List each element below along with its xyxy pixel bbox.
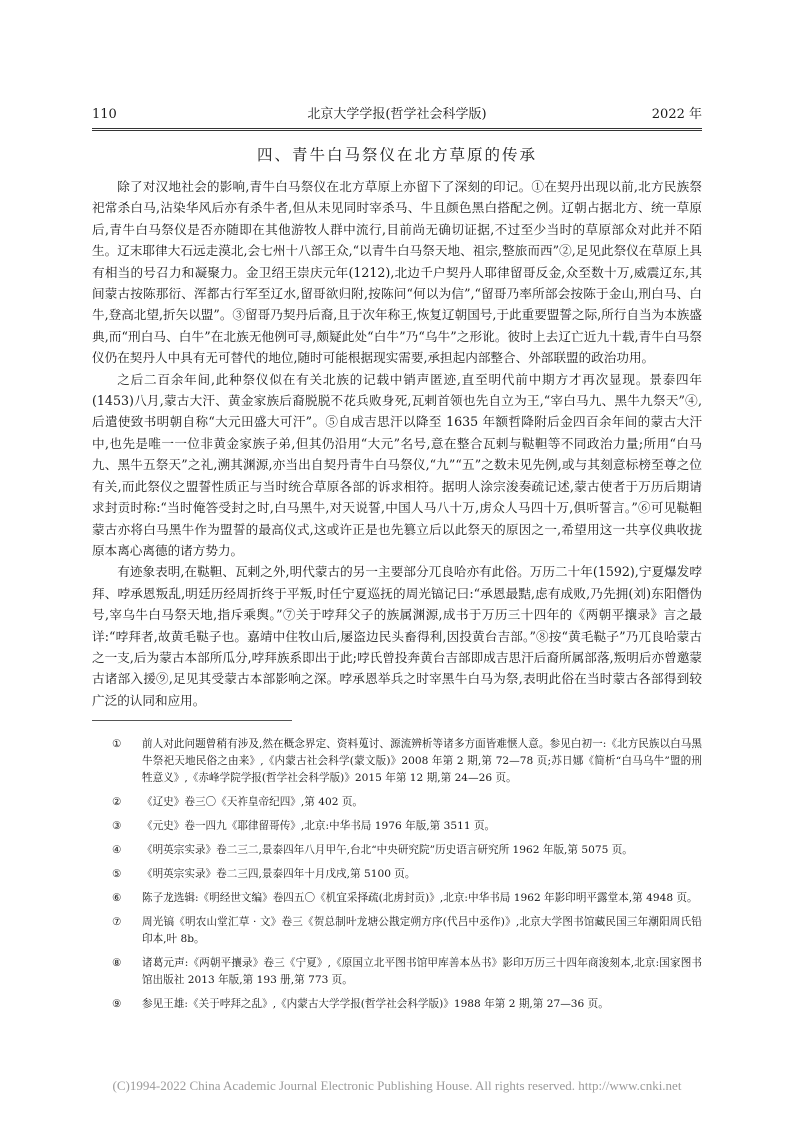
footnote [112, 914, 702, 948]
footnote-text: 《元史》卷一四九《耶律留哥传》,北京:中华书局 1976 年版,第 3511 页。 [142, 820, 496, 832]
footnote [112, 736, 702, 787]
footnote-separator [92, 720, 292, 721]
footnote-marker: ⑥ [112, 892, 122, 904]
footnote [112, 842, 702, 859]
footnote-marker: ③ [112, 820, 122, 832]
footnote [112, 794, 702, 811]
footnote-text: 《明英宗实录》卷二三二,景泰四年八月甲午,台北“中央研究院”历史语言研究所 1962 年版,第 5075 页。 [142, 844, 633, 856]
footnote-text: 诸葛元声:《两朝平攘录》卷三《宁夏》,《原国立北平图书馆甲库善本丛书》影印万历三十四年商浚刻本,北京:国家图书馆出版社 2013 年版,第 193 册,第 773 页。 [142, 957, 702, 986]
publication-year: 2022 年 [651, 107, 702, 122]
header-rule [92, 128, 702, 129]
footnote [112, 818, 702, 835]
paragraph: 之后二百余年间,此种祭仪似在有关北族的记载中销声匿迹,直至明代前中期方才再次显现。景泰四年(1453)八月,蒙古大汗、黄金家族后裔脱脱不花兵败身死,瓦剌首领也先自立为王,“宰白马九、黑牛九祭天”④,后遣使致书明朝自称“大元田盛大可汗”。⑤自成吉思汗以降至 1635 年额哲降附后金四百余年间的蒙古大汗中,也先是唯一一位非黄金家族子弟,但其仍沿用“大元”名号,意在整合瓦剌与鞑靼等不同政治力量;所用“白马九、黑牛五祭天”之礼,溯其渊源,亦当出自契丹青牛白马祭仪,“九”“五”之数未见先例,或与其刻意标榜至尊之位有关,而此祭仪之盟誓性质正与当时统合草原各部的诉求相符。据明人涂宗浚奏疏记述,蒙古使者于万历后期请求封贡时称:“当时俺答受封之时,白马黑牛,对天说誓,中国人马八十万,虏众人马四十万,俱听誓言。”⑥可见鞑靼蒙古亦将白马黑牛作为盟誓的最高仪式,这或许正是也先篡立后以此祭天的原因之一,希望用这一共享仪典收拢原本离心离德的诸方势力。 [92, 371, 702, 558]
footnote-text: 周光镐《明农山堂汇草 · 文》卷三《贺总制叶龙塘公戡定朔方序(代吕中丞作)》,北京大学图书馆藏民国三年潮阳周氏铅印本,叶 8b。 [142, 916, 702, 945]
footnote-marker: ② [112, 796, 122, 808]
footnote-text: 陈子龙选辑:《明经世文编》卷四五〇《机宜采择疏(北虏封贡)》,北京:中华书局 1962 年影印明平露堂本,第 4948 页。 [142, 892, 698, 904]
footnote-marker: ① [112, 738, 122, 750]
footnote [112, 890, 702, 907]
footnotes [112, 736, 702, 1020]
footnote-text: 前人对此问题曾稍有涉及,然在概念界定、资料蒐讨、源流辨析等诸多方面皆难惬人意。参见白初一:《北方民族以白马黑牛祭祀天地民俗之由来》,《内蒙古社会科学(蒙文版)》2008 年第 2 期,第 72—78 页;苏日娜《简析“白马乌牛”盟的刑牲意义》,《赤峰学院学报(哲学社会科学版)》2015 年第 12 期,第 24—26 页。 [142, 738, 702, 784]
footnote [112, 955, 702, 989]
footnote-text: 《明英宗实录》卷二三四,景泰四年十月戊戌,第 5100 页。 [142, 868, 416, 880]
journal-name: 北京大学学报(哲学社会科学版) [307, 107, 487, 122]
running-header [92, 104, 702, 126]
section-title: 四、青牛白马祭仪在北方草原的传承 [256, 146, 537, 164]
footnote-marker: ⑤ [112, 868, 122, 880]
footnote [112, 866, 702, 883]
paragraph: 有迹象表明,在鞑靼、瓦剌之外,明代蒙古的另一主要部分兀良哈亦有此俗。万历二十年(1592),宁夏爆发哱拜、哱承恩叛乱,明廷历经周折终于平叛,时任宁夏巡抚的周光镐记曰:“承恩最黠,虑有成败,乃先拥(刘)东阳僭伪号,宰乌牛白马祭天地,指斥乘舆。”⑦关于哱拜父子的族属渊源,成书于万历三十四年的《两朝平攘录》言之最详:“哱拜者,故黄毛鞑子也。嘉靖中住牧山后,屡盗边民头畜得利,因投黄台吉部。”⑧按“黄毛鞑子”乃兀良哈蒙古之一支,后为蒙古本部所瓜分,哱拜族系即出于此;哱氏曾投奔黄台吉部即成吉思汗后裔所属部落,叛明后亦曾邀蒙古诸部入援⑨,足见其受蒙古本部影响之深。哱承恩举兵之时宰黑牛白马为祭,表明此俗在当时蒙古各部得到较广泛的认同和应用。 [92, 564, 702, 708]
paragraph: 除了对汉地社会的影响,青牛白马祭仪在北方草原上亦留下了深刻的印记。①在契丹出现以前,北方民族祭祀常杀白马,沾染华风后亦有杀牛者,但从未见同时宰杀马、牛且颜色黑白搭配之例。辽朝占据北方、统一草原后,青牛白马祭仪是否亦随即在其他游牧人群中流行,目前尚无确切证据,不过至少当时的草原部众对此并不陌生。辽末耶律大石远走漠北,会七州十八部王众,“以青牛白马祭天地、祖宗,整旅而西”②,足见此祭仪在草原上具有相当的号召力和凝聚力。金卫绍王崇庆元年(1212),北边千户契丹人耶律留哥反金,众至数十万,威震辽东,其间蒙古按陈那衍、浑都古行军至辽水,留哥欲归附,按陈问“何以为信”,“留哥乃率所部会按陈于金山,刑白马、白牛,登高北望,折矢以盟”。③留哥乃契丹后裔,且于次年称王,恢复辽朝国号,于此重要盟誓之际,所行自当为本族盛典,而“刑白马、白牛”在北族无他例可寻,颇疑此处“白牛”乃“乌牛”之形讹。彼时上去辽亡近九十载,青牛白马祭仪仍在契丹人中具有无可替代的地位,随时可能根据现实需要,承担起内部整合、外部联盟的政治功用。 [92, 179, 702, 366]
footnote-marker: ⑧ [112, 957, 122, 969]
body-text [92, 176, 702, 711]
footnote-marker: ⑨ [112, 998, 122, 1010]
footnote [112, 996, 702, 1013]
footnote-marker: ④ [112, 844, 122, 856]
footnote-marker: ⑦ [112, 916, 122, 928]
copyright-notice: (C)1994-2022 China Academic Journal Electronic Publishing House. All rights reserved. http://www.cnki.net [112, 1078, 682, 1093]
footnote-text: 参见王雄:《关于哱拜之乱》,《内蒙古大学学报(哲学社会科学版)》1988 年第 2 期,第 27—36 页。 [142, 998, 609, 1010]
header-rule-secondary [92, 130, 702, 131]
page-number: 110 [92, 107, 117, 122]
footnote-text: 《辽史》卷三〇《天祚皇帝纪四》,第 402 页。 [142, 796, 364, 808]
